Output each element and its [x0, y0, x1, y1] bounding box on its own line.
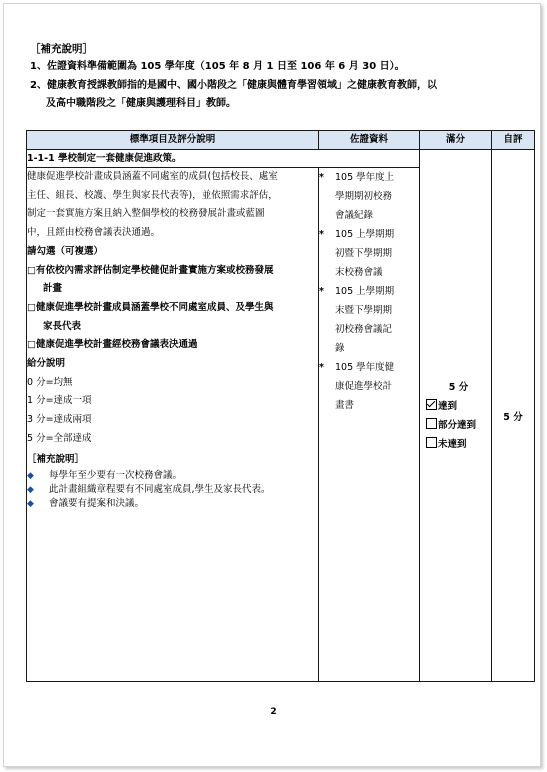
header-criteria: 標準項目及評分說明: [27, 131, 319, 150]
option-1[interactable]: □有依校內需求評估制定學校健促計畫實施方案或校務發展: [27, 264, 274, 276]
description-line: 中，且經由校務會議表決通過。: [27, 227, 161, 239]
checkbox-icon[interactable]: [426, 437, 437, 448]
diamond-bullet-icon: ◆: [27, 471, 34, 482]
scoring-line: 5 分=全部達成: [27, 432, 92, 444]
bullet-item: ◆ 每學年至少要有一次校務會議。: [27, 470, 183, 482]
note-header: ［補充說明］: [27, 453, 85, 465]
option-1-cont: 計畫: [43, 283, 63, 295]
option-2[interactable]: □健康促進學校計畫成員涵蓋學校不同處室成員、及學生與: [27, 301, 274, 313]
table-header-row: [27, 131, 535, 150]
evaluation-table: [26, 130, 535, 682]
status-option-partial[interactable]: 部分達到: [426, 416, 491, 435]
description-line: 健康促進學校計畫成員涵蓋不同處室的成員(包括校長、處室: [27, 171, 278, 182]
note-item-1: 1、佐證資料準備範圍為 105 學年度（105 年 8 月 1 日至 106 年 6 月 30 日）。: [30, 61, 405, 72]
checkbox-icon[interactable]: [426, 418, 437, 429]
note-item-2: 2、健康教育授課教師指的是國中、國小階段之「健康與體育學習領域」之健康教育教師，以: [30, 80, 437, 91]
scoring-line: 0 分=均無: [27, 376, 73, 388]
evidence-item: * 105 上學期期 末暨下學期期 初校務會議記 錄: [319, 286, 395, 354]
header-full-score: 滿分: [420, 131, 492, 150]
diamond-bullet-icon: ◆: [27, 485, 34, 496]
multi-select-label: 請勾選（可複選）: [27, 245, 104, 257]
bullet-item: ◆ 此計畫組織章程要有不同處室成員,學生及家長代表。: [27, 484, 271, 496]
header-evidence: 佐證資料: [319, 131, 420, 150]
header-self-eval: 自評: [492, 131, 535, 150]
status-option-achieved[interactable]: 達到: [426, 397, 491, 416]
diamond-bullet-icon: ◆: [27, 499, 34, 510]
score-cell: [420, 150, 492, 682]
bullet-item: ◆ 會議要有提案和決議。: [27, 498, 145, 510]
option-3[interactable]: □健康促進學校計畫經校務會議表決通過: [27, 339, 198, 351]
item-title-row: [27, 150, 535, 168]
page-number: 2: [270, 707, 277, 717]
note-item-2-cont: 及高中職階段之「健康與護理科目」教師。: [46, 98, 236, 109]
evidence-cell: [319, 168, 420, 682]
evidence-item: * 105 學年度健 康促進學校計 畫書: [319, 362, 395, 411]
self-score: 5 分: [492, 150, 535, 682]
criteria-cell: [27, 168, 319, 682]
evidence-item: * 105 上學期期 初暨下學期期 末校務會議: [319, 229, 395, 278]
full-score: 5 分: [448, 381, 469, 393]
scoring-label: 給分說明: [27, 358, 66, 370]
notes-header: ［補充說明］: [30, 43, 93, 55]
status-option-not-achieved[interactable]: 未達到: [426, 435, 491, 454]
checked-box-icon[interactable]: [426, 399, 437, 410]
scoring-line: 3 分=達成兩項: [27, 414, 92, 426]
option-2-cont: 家長代表: [43, 320, 82, 332]
scoring-line: 1 分=達成一項: [27, 395, 92, 407]
description-line: 主任、組長、校護、學生與家長代表等)，並依照需求評估，: [27, 189, 278, 201]
item-title: 1-1-1 學校制定一套健康促進政策。: [27, 150, 420, 168]
note-bullets: [27, 469, 318, 511]
description-line: 制定一套實施方案且納入整個學校的校務發展計畫或藍圖: [27, 208, 265, 220]
evidence-item: * 105 學年度上 學期期初校務 會議紀錄: [319, 172, 395, 221]
